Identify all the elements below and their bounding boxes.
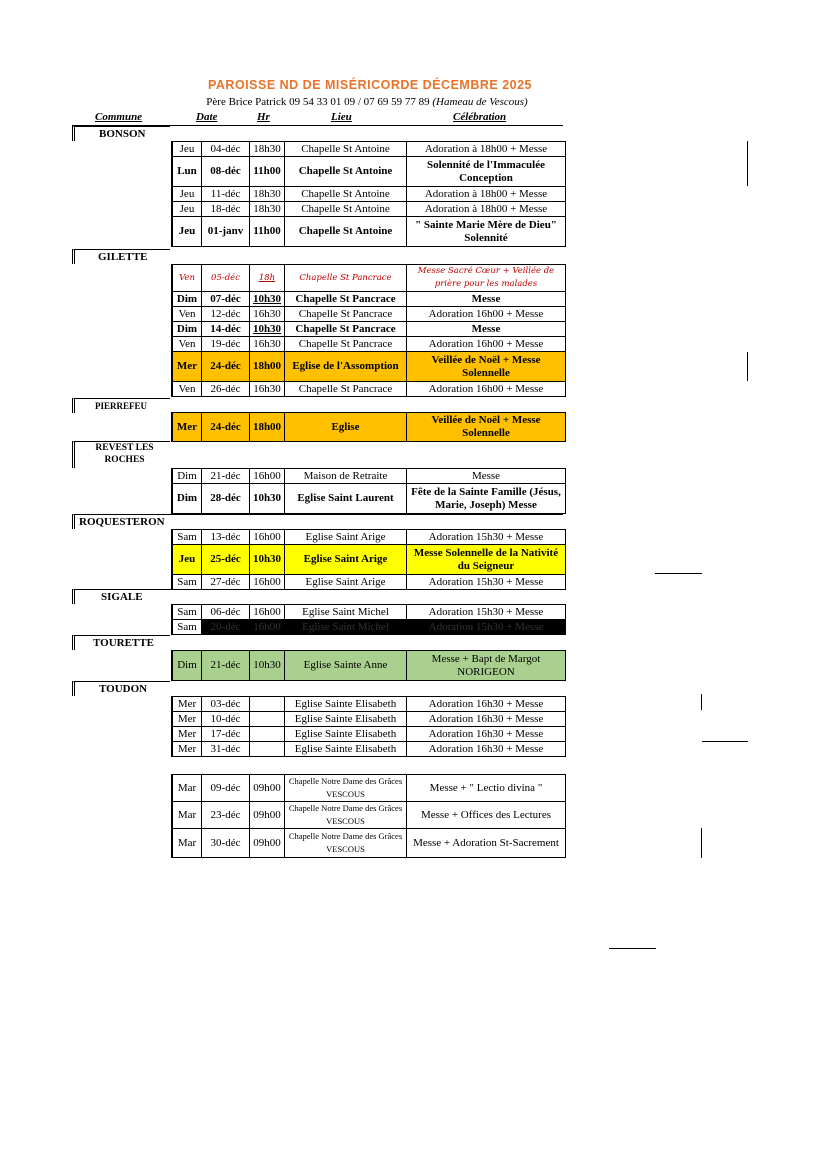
cell-hr: 16h00 — [250, 530, 285, 545]
header-lieu: Lieu — [331, 111, 352, 123]
cell-date: 28-déc — [202, 484, 250, 514]
cell-date: 21-déc — [202, 469, 250, 484]
cell-hr: 16h00 — [250, 575, 285, 590]
cell-lieu: Chapelle St Antoine — [285, 217, 407, 247]
cell-lieu: Chapelle St Antoine — [285, 187, 407, 202]
cell-day: Mer — [172, 413, 202, 442]
commune-revest: REVEST LES ROCHES — [72, 441, 170, 468]
cell-hr — [250, 742, 285, 757]
table-row — [172, 469, 566, 484]
cell-date: 11-déc — [202, 187, 250, 202]
roquesteron-table — [171, 529, 566, 590]
bonson-table — [171, 141, 566, 247]
cell-date: 12-déc — [202, 307, 250, 322]
table-row — [172, 217, 566, 247]
vescous-table — [171, 774, 566, 858]
cell-hr: 16h00 — [250, 469, 285, 484]
contact-line: Père Brice Patrick 09 54 33 01 09 / 07 69 59 77 89 — [206, 96, 430, 108]
header-commune: Commune — [95, 111, 143, 123]
cell-cel: Messe + Adoration St-Sacrement — [407, 829, 566, 858]
cell-day: Mer — [172, 352, 202, 382]
cell-day: Sam — [172, 605, 202, 620]
cell-lieu: Eglise Sainte Elisabeth — [285, 712, 407, 727]
cell-hr: 16h30 — [250, 382, 285, 397]
cell-date: 01-janv — [202, 217, 250, 247]
cell-lieu: Eglise Sainte Elisabeth — [285, 697, 407, 712]
cell-hr: 18h30 — [250, 142, 285, 157]
cell-day: Mer — [172, 742, 202, 757]
commune-bonson: BONSON — [72, 126, 170, 141]
cell-day: Sam — [172, 620, 202, 635]
cell-cel: Messe — [407, 292, 566, 307]
cell-date: 30-déc — [202, 829, 250, 858]
cell-day: Mer — [172, 712, 202, 727]
cell-lieu: Eglise Saint Arige — [285, 575, 407, 590]
cell-hr: 09h00 — [250, 775, 285, 802]
cell-date: 24-déc — [202, 413, 250, 442]
cell-cel: Messe + " Lectio divina " — [407, 775, 566, 802]
commune-sigale: SIGALE — [72, 589, 563, 604]
table-row — [172, 413, 566, 442]
cell-cel: Adoration 16h30 + Messe — [407, 697, 566, 712]
cell-cel: Adoration 15h30 + Messe — [407, 575, 566, 590]
table-row — [172, 322, 566, 337]
cell-cel: Messe Sacré Cœur + Veillée de prière pour les malades — [407, 265, 566, 292]
revest-table — [171, 468, 566, 514]
cell-date: 03-déc — [202, 697, 250, 712]
table-row — [172, 265, 566, 292]
cell-day: Jeu — [172, 187, 202, 202]
cell-cel: Adoration 15h30 + Messe — [407, 605, 566, 620]
cell-hr: 18h30 — [250, 202, 285, 217]
cell-date: 24-déc — [202, 352, 250, 382]
cell-cel: Veillée de Noël + Messe Solennelle — [407, 413, 566, 442]
cell-day: Jeu — [172, 142, 202, 157]
cell-cel: Fête de la Sainte Famille (Jésus, Marie, Joseph) Messe — [407, 484, 566, 514]
cell-date: 08-déc — [202, 157, 250, 187]
table-row — [172, 292, 566, 307]
table-row — [172, 337, 566, 352]
cell-date: 10-déc — [202, 712, 250, 727]
table-row — [172, 157, 566, 187]
cell-day: Mer — [172, 697, 202, 712]
table-row — [172, 202, 566, 217]
cell-cel: Messe — [407, 322, 566, 337]
cell-hr: 10h30 — [250, 322, 285, 337]
commune-gilette: GILETTE — [72, 249, 170, 264]
cell-day: Sam — [172, 575, 202, 590]
header-hr: Hr — [257, 111, 270, 123]
cell-date: 26-déc — [202, 382, 250, 397]
margin-mark — [747, 141, 748, 186]
table-row — [172, 187, 566, 202]
cell-lieu: Chapelle St Pancrace — [285, 322, 407, 337]
cell-date: 23-déc — [202, 802, 250, 829]
cell-lieu: Eglise — [285, 413, 407, 442]
margin-mark — [702, 741, 748, 742]
cell-hr — [250, 727, 285, 742]
table-row — [172, 651, 566, 681]
cell-date: 21-déc — [202, 651, 250, 681]
cell-lieu: Chapelle St Pancrace — [285, 307, 407, 322]
cell-hr: 18h00 — [250, 413, 285, 442]
cell-day: Sam — [172, 530, 202, 545]
table-row — [172, 575, 566, 590]
cell-date: 27-déc — [202, 575, 250, 590]
table-row — [172, 620, 566, 635]
cell-day: Jeu — [172, 545, 202, 575]
cell-hr — [250, 712, 285, 727]
table-row — [172, 742, 566, 757]
table-row — [172, 530, 566, 545]
cell-hr: 18h00 — [250, 352, 285, 382]
cell-date: 05-déc — [202, 265, 250, 292]
cell-lieu: Eglise Saint Laurent — [285, 484, 407, 514]
cell-hr: 16h00 — [250, 620, 285, 635]
table-row — [172, 829, 566, 858]
margin-mark — [609, 948, 656, 949]
cell-hr: 18h30 — [250, 187, 285, 202]
cell-hr: 10h30 — [250, 651, 285, 681]
cell-cel: Adoration 15h30 + Messe — [407, 620, 566, 635]
cell-hr: 18h — [250, 265, 285, 292]
cell-cel: Veillée de Noël + Messe Solennelle — [407, 352, 566, 382]
margin-mark — [701, 828, 702, 858]
cell-date: 14-déc — [202, 322, 250, 337]
cell-day: Dim — [172, 292, 202, 307]
cell-day: Jeu — [172, 217, 202, 247]
cell-day: Dim — [172, 651, 202, 681]
cell-cel: Messe — [407, 469, 566, 484]
pierrefeu-table — [171, 412, 566, 442]
cell-date: 07-déc — [202, 292, 250, 307]
table-row — [172, 307, 566, 322]
cell-lieu: Chapelle St Antoine — [285, 142, 407, 157]
table-row — [172, 775, 566, 802]
cell-cel: Adoration 16h00 + Messe — [407, 382, 566, 397]
cell-date: 13-déc — [202, 530, 250, 545]
cell-day: Dim — [172, 469, 202, 484]
cell-lieu: Eglise Saint Arige — [285, 530, 407, 545]
cell-date: 31-déc — [202, 742, 250, 757]
cell-cel: Adoration à 18h00 + Messe — [407, 202, 566, 217]
cell-date: 09-déc — [202, 775, 250, 802]
cell-hr: 09h00 — [250, 829, 285, 858]
cell-lieu: Chapelle Notre Dame des Grâces VESCOUS — [285, 829, 407, 858]
cell-cel: Solennité de l'Immaculée Conception — [407, 157, 566, 187]
cell-day: Mer — [172, 727, 202, 742]
cell-lieu: Eglise Sainte Anne — [285, 651, 407, 681]
cell-cel: Adoration 16h30 + Messe — [407, 712, 566, 727]
margin-mark — [747, 352, 748, 381]
cell-lieu: Chapelle St Pancrace — [285, 292, 407, 307]
cell-lieu: Eglise Sainte Elisabeth — [285, 727, 407, 742]
cell-date: 17-déc — [202, 727, 250, 742]
cell-hr: 10h30 — [250, 484, 285, 514]
tourette-table — [171, 650, 566, 681]
cell-date: 18-déc — [202, 202, 250, 217]
cell-day: Ven — [172, 307, 202, 322]
table-row — [172, 484, 566, 514]
cell-cel: Messe + Bapt de Margot NORIGEON — [407, 651, 566, 681]
table-row — [172, 727, 566, 742]
cell-lieu: Chapelle St Pancrace — [285, 265, 407, 292]
table-row — [172, 712, 566, 727]
cell-cel: Messe + Offices des Lectures — [407, 802, 566, 829]
table-row — [172, 697, 566, 712]
table-row — [172, 605, 566, 620]
cell-lieu: Chapelle St Pancrace — [285, 337, 407, 352]
cell-day: Jeu — [172, 202, 202, 217]
cell-day: Dim — [172, 484, 202, 514]
table-row — [172, 352, 566, 382]
cell-hr: 10h30 — [250, 292, 285, 307]
commune-roquesteron: ROQUESTERON — [72, 514, 563, 529]
cell-lieu: Eglise Sainte Elisabeth — [285, 742, 407, 757]
cell-lieu: Eglise Saint Michel — [285, 605, 407, 620]
cell-hr: 11h00 — [250, 157, 285, 187]
commune-tourette: TOURETTE — [72, 635, 170, 650]
cell-date: 19-déc — [202, 337, 250, 352]
cell-cel: " Sainte Marie Mère de Dieu" Solennité — [407, 217, 566, 247]
sigale-table — [171, 604, 566, 635]
cell-lieu: Maison de Retraite — [285, 469, 407, 484]
cell-day: Lun — [172, 157, 202, 187]
cell-hr: 16h30 — [250, 337, 285, 352]
header-date: Date — [196, 111, 218, 123]
table-row — [172, 142, 566, 157]
commune-toudon: TOUDON — [72, 681, 170, 696]
cell-lieu: Eglise Saint Arige — [285, 545, 407, 575]
cell-day: Ven — [172, 337, 202, 352]
cell-day: Ven — [172, 382, 202, 397]
margin-mark — [701, 694, 702, 710]
table-row — [172, 382, 566, 397]
gilette-table — [171, 264, 566, 397]
margin-mark — [655, 573, 702, 574]
cell-date: 25-déc — [202, 545, 250, 575]
cell-lieu: Chapelle St Antoine — [285, 202, 407, 217]
cell-day: Dim — [172, 322, 202, 337]
header-celebration: Célébration — [453, 111, 507, 123]
cell-cel: Adoration à 18h00 + Messe — [407, 187, 566, 202]
page-subtitle — [0, 96, 734, 108]
page-title: PAROISSE ND DE MISÉRICORDE DÉCEMBRE 2025 — [208, 78, 532, 92]
cell-lieu: Chapelle Notre Dame des Grâces VESCOUS — [285, 802, 407, 829]
cell-hr: 16h30 — [250, 307, 285, 322]
cell-date: 20-déc — [202, 620, 250, 635]
cell-hr: 09h00 — [250, 802, 285, 829]
cell-hr: 10h30 — [250, 545, 285, 575]
cell-lieu: Eglise Saint Michel — [285, 620, 407, 635]
cell-cel: Adoration 15h30 + Messe — [407, 530, 566, 545]
cell-day: Mar — [172, 829, 202, 858]
cell-cel: Adoration à 18h00 + Messe — [407, 142, 566, 157]
cell-day: Mar — [172, 775, 202, 802]
cell-cel: Adoration 16h00 + Messe — [407, 337, 566, 352]
toudon-table — [171, 696, 566, 757]
table-row — [172, 802, 566, 829]
cell-lieu: Chapelle St Pancrace — [285, 382, 407, 397]
cell-date: 06-déc — [202, 605, 250, 620]
cell-day: Mar — [172, 802, 202, 829]
commune-pierrefeu: PIERREFEU — [72, 398, 170, 413]
cell-lieu: Eglise de l'Assomption — [285, 352, 407, 382]
cell-lieu: Chapelle St Antoine — [285, 157, 407, 187]
cell-cel: Adoration 16h30 + Messe — [407, 742, 566, 757]
cell-day: Ven — [172, 265, 202, 292]
table-row — [172, 545, 566, 575]
cell-hr: 11h00 — [250, 217, 285, 247]
cell-date: 04-déc — [202, 142, 250, 157]
cell-hr: 16h00 — [250, 605, 285, 620]
cell-lieu: Chapelle Notre Dame des Grâces VESCOUS — [285, 775, 407, 802]
cell-cel: Adoration 16h00 + Messe — [407, 307, 566, 322]
location-note: (Hameau de Vescous) — [432, 96, 528, 108]
cell-cel: Adoration 16h30 + Messe — [407, 727, 566, 742]
cell-hr — [250, 697, 285, 712]
cell-cel: Messe Solennelle de la Nativité du Seigneur — [407, 545, 566, 575]
